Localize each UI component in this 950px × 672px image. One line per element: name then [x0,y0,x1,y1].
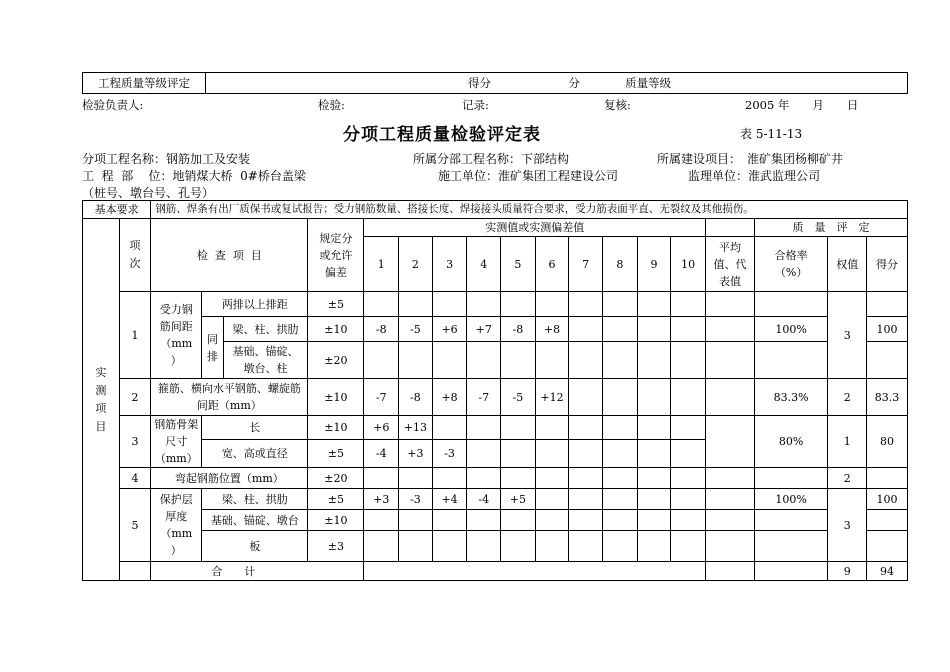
measured-value: -8 [501,317,536,342]
page-title: 分项工程质量检验评定表 [343,125,541,145]
col-5: 5 [501,237,536,292]
row-tolerance: ±10 [308,510,364,531]
inspector-label: 检验负责人: [82,98,144,112]
header-weight: 权值 [828,237,867,292]
header-quality: 质 量 评 定 [754,219,907,237]
measured-value: +13 [399,416,433,440]
row-no: 1 [119,292,151,379]
side-label: 实 测 项 目 [83,219,120,581]
measured-value: -8 [364,317,399,342]
row-tolerance: ±10 [308,416,364,440]
row-name: 受力钢 筋间距 （mm ） [151,292,202,379]
row-score: 100 [867,317,908,342]
pass-rate: 100% [754,317,827,342]
row-name: 保护层 厚度 （mm ） [151,489,202,562]
review-label: 复核: [604,98,631,112]
grade-level-label: 质量等级 [625,75,672,90]
table-row [83,416,908,440]
grade-table [82,72,908,94]
row-tolerance: ±5 [308,440,364,468]
inspection-table [82,200,908,581]
measured-value: +8 [432,379,467,416]
pass-rate: 100% [754,489,827,510]
measured-value: -4 [364,440,399,468]
row-score: 80 [867,416,908,468]
header-no: 项 次 [119,219,151,292]
construction-project: 所属建设项目： 淮矿集团杨柳矿井 [657,152,844,166]
col-8: 8 [603,237,638,292]
table-row [83,379,908,416]
record-label: 记录: [462,98,489,112]
col-4: 4 [467,237,501,292]
measured-value: +7 [467,317,501,342]
col-6: 6 [535,237,569,292]
basic-req-label: 基本要求 [83,201,151,219]
col-2: 2 [399,237,433,292]
header-tolerance: 规定分 或允许 偏差 [308,219,364,292]
row-score: 100 [867,489,908,510]
total-label: 合 计 [151,562,364,581]
row-weight: 3 [828,489,867,562]
measured-value: +5 [501,489,536,510]
measured-value: +3 [364,489,399,510]
row-no: 5 [119,489,151,562]
col-7: 7 [569,237,603,292]
location-note: （桩号、墩台号、孔号） [82,186,215,200]
score-unit: 分 [568,75,580,90]
measured-value: -3 [432,440,467,468]
total-score: 94 [867,562,908,581]
col-3: 3 [432,237,467,292]
measured-value: +6 [364,416,399,440]
measured-value: -7 [364,379,399,416]
measured-value: +4 [432,489,467,510]
row-label: 宽、高或直径 [202,440,308,468]
row-name: 钢筋骨架 尺寸 （mm） [151,416,202,468]
grade-label: 工程质量等级评定 [83,73,206,94]
measured-value: +3 [399,440,433,468]
row-label: 基础、锚碇、墩台 [202,510,308,531]
header-score: 得分 [867,237,908,292]
supervisor: 监理单位：淮武监理公司 [688,169,821,183]
header-measured: 实测值或实测偏差值 [364,219,706,237]
date-label: 2005 年 月 日 [745,98,859,112]
row-tolerance: ±5 [308,489,364,510]
row-label: 梁、柱、拱肋 [202,489,308,510]
row-no: 3 [119,416,151,468]
col-10: 10 [671,237,706,292]
item-name: 分项工程名称：钢筋加工及安装 [82,152,251,166]
row-label: 弯起钢筋位置（mm） [151,468,308,489]
row-weight: 1 [828,416,867,468]
row-score: 83.3 [867,379,908,416]
measured-value: -7 [467,379,501,416]
table-row [83,510,908,531]
table-row [83,468,908,489]
contractor: 施工单位：淮矿集团工程建设公司 [438,169,619,183]
row-no: 4 [119,468,151,489]
row-tolerance: ±20 [308,342,364,379]
row-tolerance: ±3 [308,531,364,562]
row-tolerance: ±10 [308,379,364,416]
row-tolerance: ±10 [308,317,364,342]
row-label: 板 [202,531,308,562]
score-label: 得分 [468,75,491,90]
col-1: 1 [364,237,399,292]
row-label: 两排以上排距 [202,292,308,317]
row-group: 同 排 [202,317,223,379]
measured-value: -5 [501,379,536,416]
header-item: 检 查 项 目 [151,219,308,292]
header-average: 平均 值、代 表值 [705,237,754,292]
row-no: 2 [119,379,151,416]
measured-value: -8 [399,379,433,416]
row-label: 基础、锚碇、 墩台、柱 [223,342,308,379]
pass-rate: 83.3% [754,379,827,416]
table-row [83,489,908,510]
form-number: 表 5-11-13 [740,127,803,141]
row-weight: 2 [828,468,867,489]
row-label: 长 [202,416,308,440]
pass-rate: 80% [754,416,827,468]
basic-req-text: 钢筋、焊条有出厂质保书或复试报告；受力钢筋数量、搭接长度、焊接接头质量符合要求，受力筋表面平直、无裂纹及其他损伤。 [151,201,908,219]
table-row [83,317,908,342]
measured-value: -4 [467,489,501,510]
measured-value: -3 [399,489,433,510]
row-weight: 2 [828,379,867,416]
measured-value: +8 [535,317,569,342]
row-tolerance: ±20 [308,468,364,489]
check-label: 检验: [318,98,345,112]
row-label: 梁、柱、拱肋 [223,317,308,342]
total-weight: 9 [828,562,867,581]
measured-value: +12 [535,379,569,416]
col-9: 9 [637,237,671,292]
row-tolerance: ±5 [308,292,364,317]
table-row [83,292,908,317]
measured-value: +6 [432,317,467,342]
total-row [83,562,908,581]
header-rate: 合格率 （%） [754,237,827,292]
measured-value: -5 [399,317,433,342]
work-location: 工 程 部 位：地销煤大桥 0#桥台盖梁 [82,169,306,183]
parent-project: 所属分部工程名称：下部结构 [413,152,570,166]
row-label: 箍筋、横向水平钢筋、螺旋筋 间距（mm） [151,379,308,416]
table-row [83,531,908,562]
row-weight: 3 [828,292,867,379]
grade-cell [206,73,908,94]
